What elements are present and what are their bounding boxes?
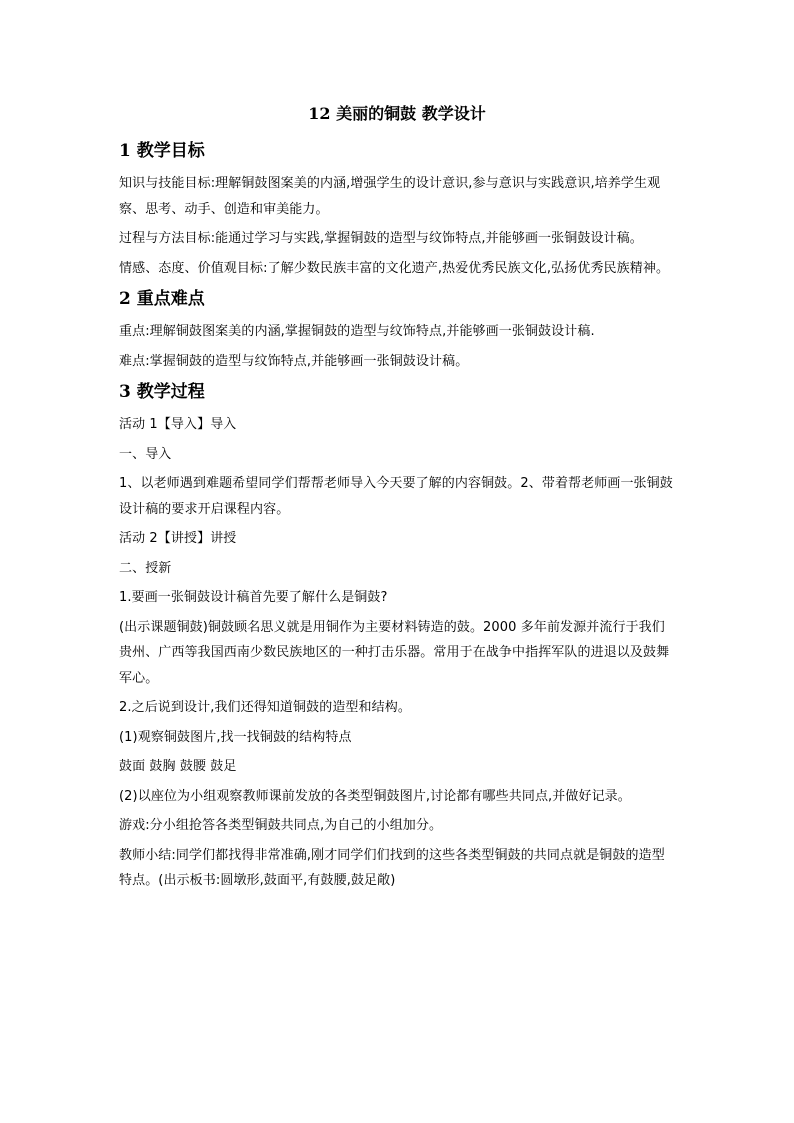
paragraph: 活动 1【导入】导入 (119, 417, 237, 432)
paragraph: 二、授新 (119, 560, 172, 576)
paragraph: (出示课题铜鼓)铜鼓顾名思义就是用铜作为主要材料铸造的鼓。2000 多年前发源并流行于我们贵州、广西等我国西南少数民族地区的一种打击乐器。常用于在战争中指挥军队的进退以及鼓舞军心。 (119, 619, 670, 686)
paragraph: (1)观察铜鼓图片,找一找铜鼓的结构特点 (119, 729, 352, 745)
paragraph: 情感、态度、价值观目标:了解少数民族丰富的文化遗产,热爱优秀民族文化,弘扬优秀民族精神。 (119, 260, 670, 276)
section-heading: 2 重点难点 (119, 289, 205, 309)
section-teaching-process (119, 380, 675, 894)
document-title: 12 美丽的铜鼓 教学设计 (308, 104, 486, 123)
paragraph: (2)以座位为小组观察教师课前发放的各类型铜鼓图片,讨论都有哪些共同点,并做好记录。 (119, 788, 631, 804)
paragraph: 2.之后说到设计,我们还得知道铜鼓的造型和结构。 (119, 700, 411, 715)
paragraph: 知识与技能目标:理解铜鼓图案美的内涵,增强学生的设计意识,参与意识与实践意识,培养学生观察、思考、动手、创造和审美能力。 (119, 176, 661, 217)
paragraph: 难点:掌握铜鼓的造型与纹饰特点,并能够画一张铜鼓设计稿。 (119, 353, 469, 369)
paragraph: 重点:理解铜鼓图案美的内涵,掌握铜鼓的造型与纹饰特点,并能够画一张铜鼓设计稿. (119, 324, 595, 339)
paragraph: 活动 2【讲授】讲授 (119, 531, 237, 546)
paragraph: 鼓面 鼓胸 鼓腰 鼓足 (119, 759, 237, 774)
paragraph: 游戏:分小组抢答各类型铜鼓共同点,为自己的小组加分。 (119, 818, 443, 833)
paragraph: 1.要画一张铜鼓设计稿首先要了解什么是铜鼓? (119, 590, 388, 605)
section-heading: 3 教学过程 (119, 382, 205, 402)
paragraph: 一、导入 (119, 446, 172, 462)
section-teaching-goals (119, 139, 675, 281)
section-key-points (119, 287, 675, 374)
paragraph: 教师小结:同学们都找得非常准确,刚才同学们们找到的这些各类型铜鼓的共同点就是铜鼓的造型特点。(出示板书:圆墩形,鼓面平,有鼓腰,鼓足敞) (119, 847, 665, 888)
document-body (119, 103, 675, 898)
section-heading: 1 教学目标 (119, 141, 205, 161)
paragraph: 1、以老师遇到难题希望同学们帮帮老师导入今天要了解的内容铜鼓。2、带着帮老师画一张铜鼓设计稿的要求开启课程内容。 (119, 476, 673, 517)
paragraph: 过程与方法目标:能通过学习与实践,掌握铜鼓的造型与纹饰特点,并能够画一张铜鼓设计稿。 (119, 231, 643, 246)
